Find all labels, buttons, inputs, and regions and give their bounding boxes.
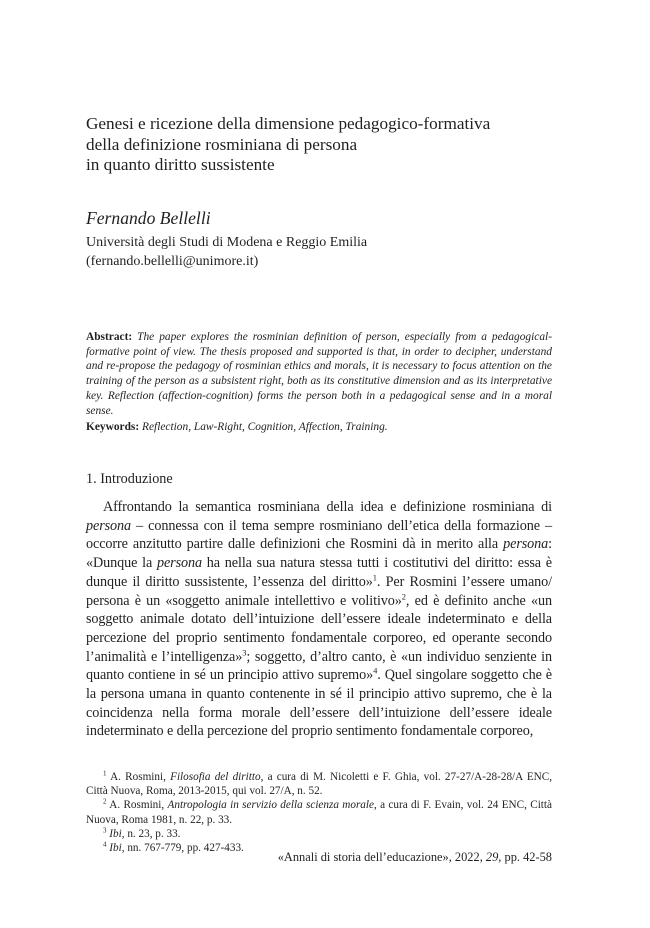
author-affiliation-block	[86, 234, 367, 271]
abstract-label: Abstract	[86, 331, 129, 343]
body-text: – connessa con il tema sempre rosminiano dell’etica della formazione – occorre anzitutto partire dalle definizioni che Rosmini dà in merito alla	[86, 517, 552, 553]
body-text: ; soggetto, d’altro canto, è «un individuo senziente in quanto contiene in sé un principio attivo supremo»	[86, 648, 552, 684]
body-text: ha nella sua natura stessa tutti i costitutivi del diritto: essa è dunque il diritto sussistente, l’essenza del diritto»	[86, 555, 552, 590]
title-line: della definizione rosminiana di persona	[86, 134, 358, 154]
keywords: Keywords: Reflection, Law-Right, Cognition, Affection, Training.	[86, 421, 388, 433]
section-heading: 1. Introduzione	[86, 471, 173, 487]
body-italic: persona	[86, 517, 132, 534]
footnote-text: , n. 23, p. 33.	[121, 827, 181, 840]
footnote-number: 2	[103, 797, 107, 806]
journal-text: , pp. 42-58	[498, 850, 552, 864]
journal-text: «Annali di storia dell’educazione», 2022,	[277, 850, 486, 864]
footnote-ref[interactable]: 2	[401, 590, 406, 601]
footnote-text: , a cura di F. Evain, vol. 24 ENC, Città Nuova, Roma 1981, n. 22, p. 33.	[86, 799, 552, 826]
footnote-text: , a cura di M. Nicoletti e F. Ghia, vol. 27-27/A-28-28/A ENC, Città Nuova, Roma, 2013-2015, qui vol. 27/A, n. 52.	[86, 771, 552, 798]
footnote	[86, 827, 552, 841]
body-italic: persona	[156, 555, 202, 572]
footnote-text: , nn. 767-779, pp. 427-433.	[121, 842, 244, 855]
body-text: : «Dunque la	[86, 536, 552, 572]
journal-volume: 29	[485, 850, 499, 864]
body-paragraph	[86, 498, 552, 741]
footnote	[86, 770, 552, 798]
title-line: in quanto diritto sussistente	[86, 155, 275, 174]
footnote-text: A. Rosmini,	[110, 771, 171, 783]
body-italic: persona	[503, 536, 549, 553]
footnote-ref[interactable]: 3	[242, 646, 247, 657]
author-email: (fernando.bellelli@unimore.it)	[86, 253, 259, 269]
title-line: Genesi e ricezione della dimensione pedagogico-formativa	[86, 114, 491, 133]
footnote-ref[interactable]: 1	[372, 572, 377, 583]
author-affiliation: Università degli Studi di Modena e Reggio Emilia	[86, 235, 368, 250]
body-text: , ed è definito anche «un soggetto animale dotato dell’intuizione dell’essere ideale indeterminato e della percezione del proprio sentimento fondamentale corporeo, ed operante secondo l’animalità e l’intelligenza»	[86, 592, 552, 665]
abstract-text: The paper explores the rosminian definition of person, especially from a pedagogical-formative point of view. The thesis proposed and supported is that, in order to decipher, understand and re-propose the pedagogy of rosminian ethics and morals, it is necessary to focus attention on the training of the person as a subsistent right, both as its constitutive dimension and as its interpretative key. Reflection (affection-cognition) forms the person both in a pedagogical sense and in a moral sense.	[86, 331, 552, 417]
abstract: Abstract: The paper explores the rosminian definition of person, especially from a pedagogical-formative point of view. The thesis proposed and supported is that, in order to decipher, understand and re-propose the pedagogy of rosminian ethics and morals, it is necessary to focus attention on the training of the person as a subsistent right, both as its constitutive dimension and as its interpretative key. Reflection (affection-cognition) forms the person both in a pedagogical sense and in a moral sense.	[86, 331, 552, 417]
footnotes	[86, 770, 552, 855]
body-text: Affrontando la semantica rosminiana della idea e definizione rosminiana di	[103, 499, 552, 515]
footnote-number: 4	[103, 840, 107, 849]
footnote-text: A. Rosmini,	[109, 799, 168, 812]
author-name: Fernando Bellelli	[86, 208, 211, 228]
keywords-text: Reflection, Law-Right, Cognition, Affection, Training.	[142, 421, 388, 433]
footnote-italic: Filosofia del diritto	[170, 771, 261, 783]
footnote-number: 3	[103, 826, 107, 835]
footnote-number: 1	[103, 769, 107, 778]
footnote-italic: Antropologia in servizio della scienza morale	[167, 799, 374, 812]
journal-citation	[86, 850, 552, 865]
body-text: . Quel singolare soggetto che è la persona umana in quanto contenente in sé il principio attivo supremo, che è la coincidenza nella forma morale dell’essere dell’intuizione dell’essere ideale indeterminato e della percezione del proprio sentimento fondamentale corporeo,	[86, 667, 553, 740]
body-text: . Per Rosmini l’essere umano/ persona è un «soggetto animale intellettivo e volitivo»	[86, 573, 552, 609]
keywords-label: Keywords	[86, 421, 136, 433]
footnote-italic: Ibi	[109, 827, 122, 840]
footnote	[86, 798, 552, 826]
footnote-italic: Ibi	[109, 842, 122, 855]
footnote-ref[interactable]: 4	[373, 665, 378, 676]
article-title	[86, 114, 566, 176]
